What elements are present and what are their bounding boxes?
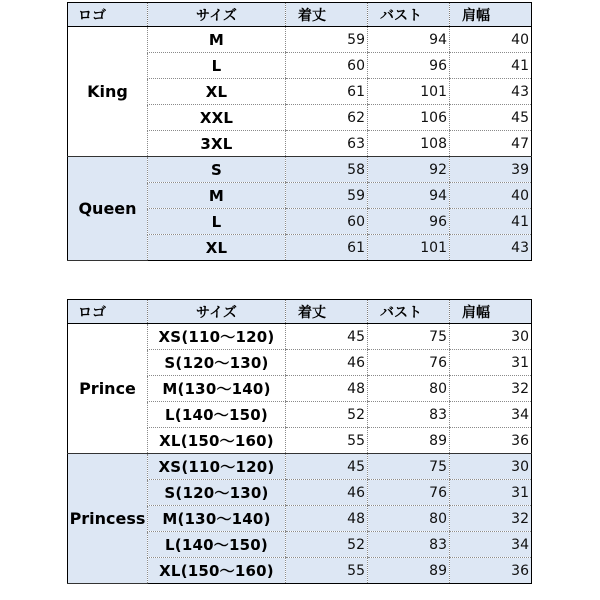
length-cell: 55 <box>286 558 368 584</box>
shoulder-cell: 30 <box>450 454 532 480</box>
size-cell: XL(150～160) <box>148 558 286 584</box>
bust-cell: 75 <box>368 324 450 350</box>
length-cell: 61 <box>286 79 368 105</box>
shoulder-cell: 41 <box>450 53 532 79</box>
logo-king: King <box>68 27 148 157</box>
header-bust: バスト <box>368 3 450 27</box>
length-cell: 60 <box>286 53 368 79</box>
table-row <box>68 157 532 183</box>
size-cell: XL <box>148 79 286 105</box>
bust-cell: 76 <box>368 350 450 376</box>
shoulder-cell: 45 <box>450 105 532 131</box>
size-cell: L(140～150) <box>148 532 286 558</box>
size-cell: XS(110～120) <box>148 454 286 480</box>
header-logo: ロゴ <box>68 300 148 324</box>
bust-cell: 89 <box>368 428 450 454</box>
length-cell: 58 <box>286 157 368 183</box>
kids-size-table <box>67 299 532 584</box>
bust-cell: 94 <box>368 183 450 209</box>
shoulder-cell: 43 <box>450 79 532 105</box>
size-cell: L <box>148 53 286 79</box>
bust-cell: 101 <box>368 235 450 261</box>
size-cell: M <box>148 183 286 209</box>
bust-cell: 96 <box>368 209 450 235</box>
header-row <box>68 3 532 27</box>
table-row <box>68 27 532 53</box>
bust-cell: 108 <box>368 131 450 157</box>
shoulder-cell: 41 <box>450 209 532 235</box>
header-length: 着丈 <box>286 3 368 27</box>
bust-cell: 83 <box>368 402 450 428</box>
header-shoulder: 肩幅 <box>450 300 532 324</box>
bust-cell: 89 <box>368 558 450 584</box>
length-cell: 62 <box>286 105 368 131</box>
length-cell: 52 <box>286 402 368 428</box>
size-cell: 3XL <box>148 131 286 157</box>
shoulder-cell: 32 <box>450 506 532 532</box>
logo-queen: Queen <box>68 157 148 261</box>
bust-cell: 106 <box>368 105 450 131</box>
shoulder-cell: 30 <box>450 324 532 350</box>
bust-cell: 101 <box>368 79 450 105</box>
length-cell: 45 <box>286 324 368 350</box>
bust-cell: 75 <box>368 454 450 480</box>
logo-princess: Princess <box>68 454 148 584</box>
header-shoulder: 肩幅 <box>450 3 532 27</box>
size-cell: S <box>148 157 286 183</box>
size-cell: XXL <box>148 105 286 131</box>
shoulder-cell: 34 <box>450 532 532 558</box>
shoulder-cell: 40 <box>450 183 532 209</box>
length-cell: 48 <box>286 506 368 532</box>
shoulder-cell: 32 <box>450 376 532 402</box>
header-bust: バスト <box>368 300 450 324</box>
length-cell: 52 <box>286 532 368 558</box>
header-size: サイズ <box>148 3 286 27</box>
length-cell: 45 <box>286 454 368 480</box>
size-cell: L <box>148 209 286 235</box>
shoulder-cell: 31 <box>450 480 532 506</box>
bust-cell: 80 <box>368 376 450 402</box>
bust-cell: 92 <box>368 157 450 183</box>
shoulder-cell: 47 <box>450 131 532 157</box>
logo-prince: Prince <box>68 324 148 454</box>
length-cell: 59 <box>286 27 368 53</box>
size-cell: S(120～130) <box>148 480 286 506</box>
header-length: 着丈 <box>286 300 368 324</box>
adult-size-table <box>67 2 532 261</box>
shoulder-cell: 31 <box>450 350 532 376</box>
shoulder-cell: 40 <box>450 27 532 53</box>
size-cell: M(130～140) <box>148 506 286 532</box>
length-cell: 48 <box>286 376 368 402</box>
length-cell: 61 <box>286 235 368 261</box>
bust-cell: 96 <box>368 53 450 79</box>
size-cell: XS(110～120) <box>148 324 286 350</box>
header-logo: ロゴ <box>68 3 148 27</box>
bust-cell: 83 <box>368 532 450 558</box>
shoulder-cell: 36 <box>450 558 532 584</box>
shoulder-cell: 43 <box>450 235 532 261</box>
length-cell: 59 <box>286 183 368 209</box>
table-row <box>68 454 532 480</box>
length-cell: 46 <box>286 480 368 506</box>
shoulder-cell: 39 <box>450 157 532 183</box>
length-cell: 60 <box>286 209 368 235</box>
table-row <box>68 324 532 350</box>
length-cell: 55 <box>286 428 368 454</box>
size-cell: M(130～140) <box>148 376 286 402</box>
size-cell: XL(150～160) <box>148 428 286 454</box>
header-size: サイズ <box>148 300 286 324</box>
bust-cell: 94 <box>368 27 450 53</box>
bust-cell: 76 <box>368 480 450 506</box>
shoulder-cell: 34 <box>450 402 532 428</box>
size-cell: XL <box>148 235 286 261</box>
size-cell: M <box>148 27 286 53</box>
length-cell: 63 <box>286 131 368 157</box>
shoulder-cell: 36 <box>450 428 532 454</box>
size-cell: L(140～150) <box>148 402 286 428</box>
header-row <box>68 300 532 324</box>
size-cell: S(120～130) <box>148 350 286 376</box>
bust-cell: 80 <box>368 506 450 532</box>
length-cell: 46 <box>286 350 368 376</box>
